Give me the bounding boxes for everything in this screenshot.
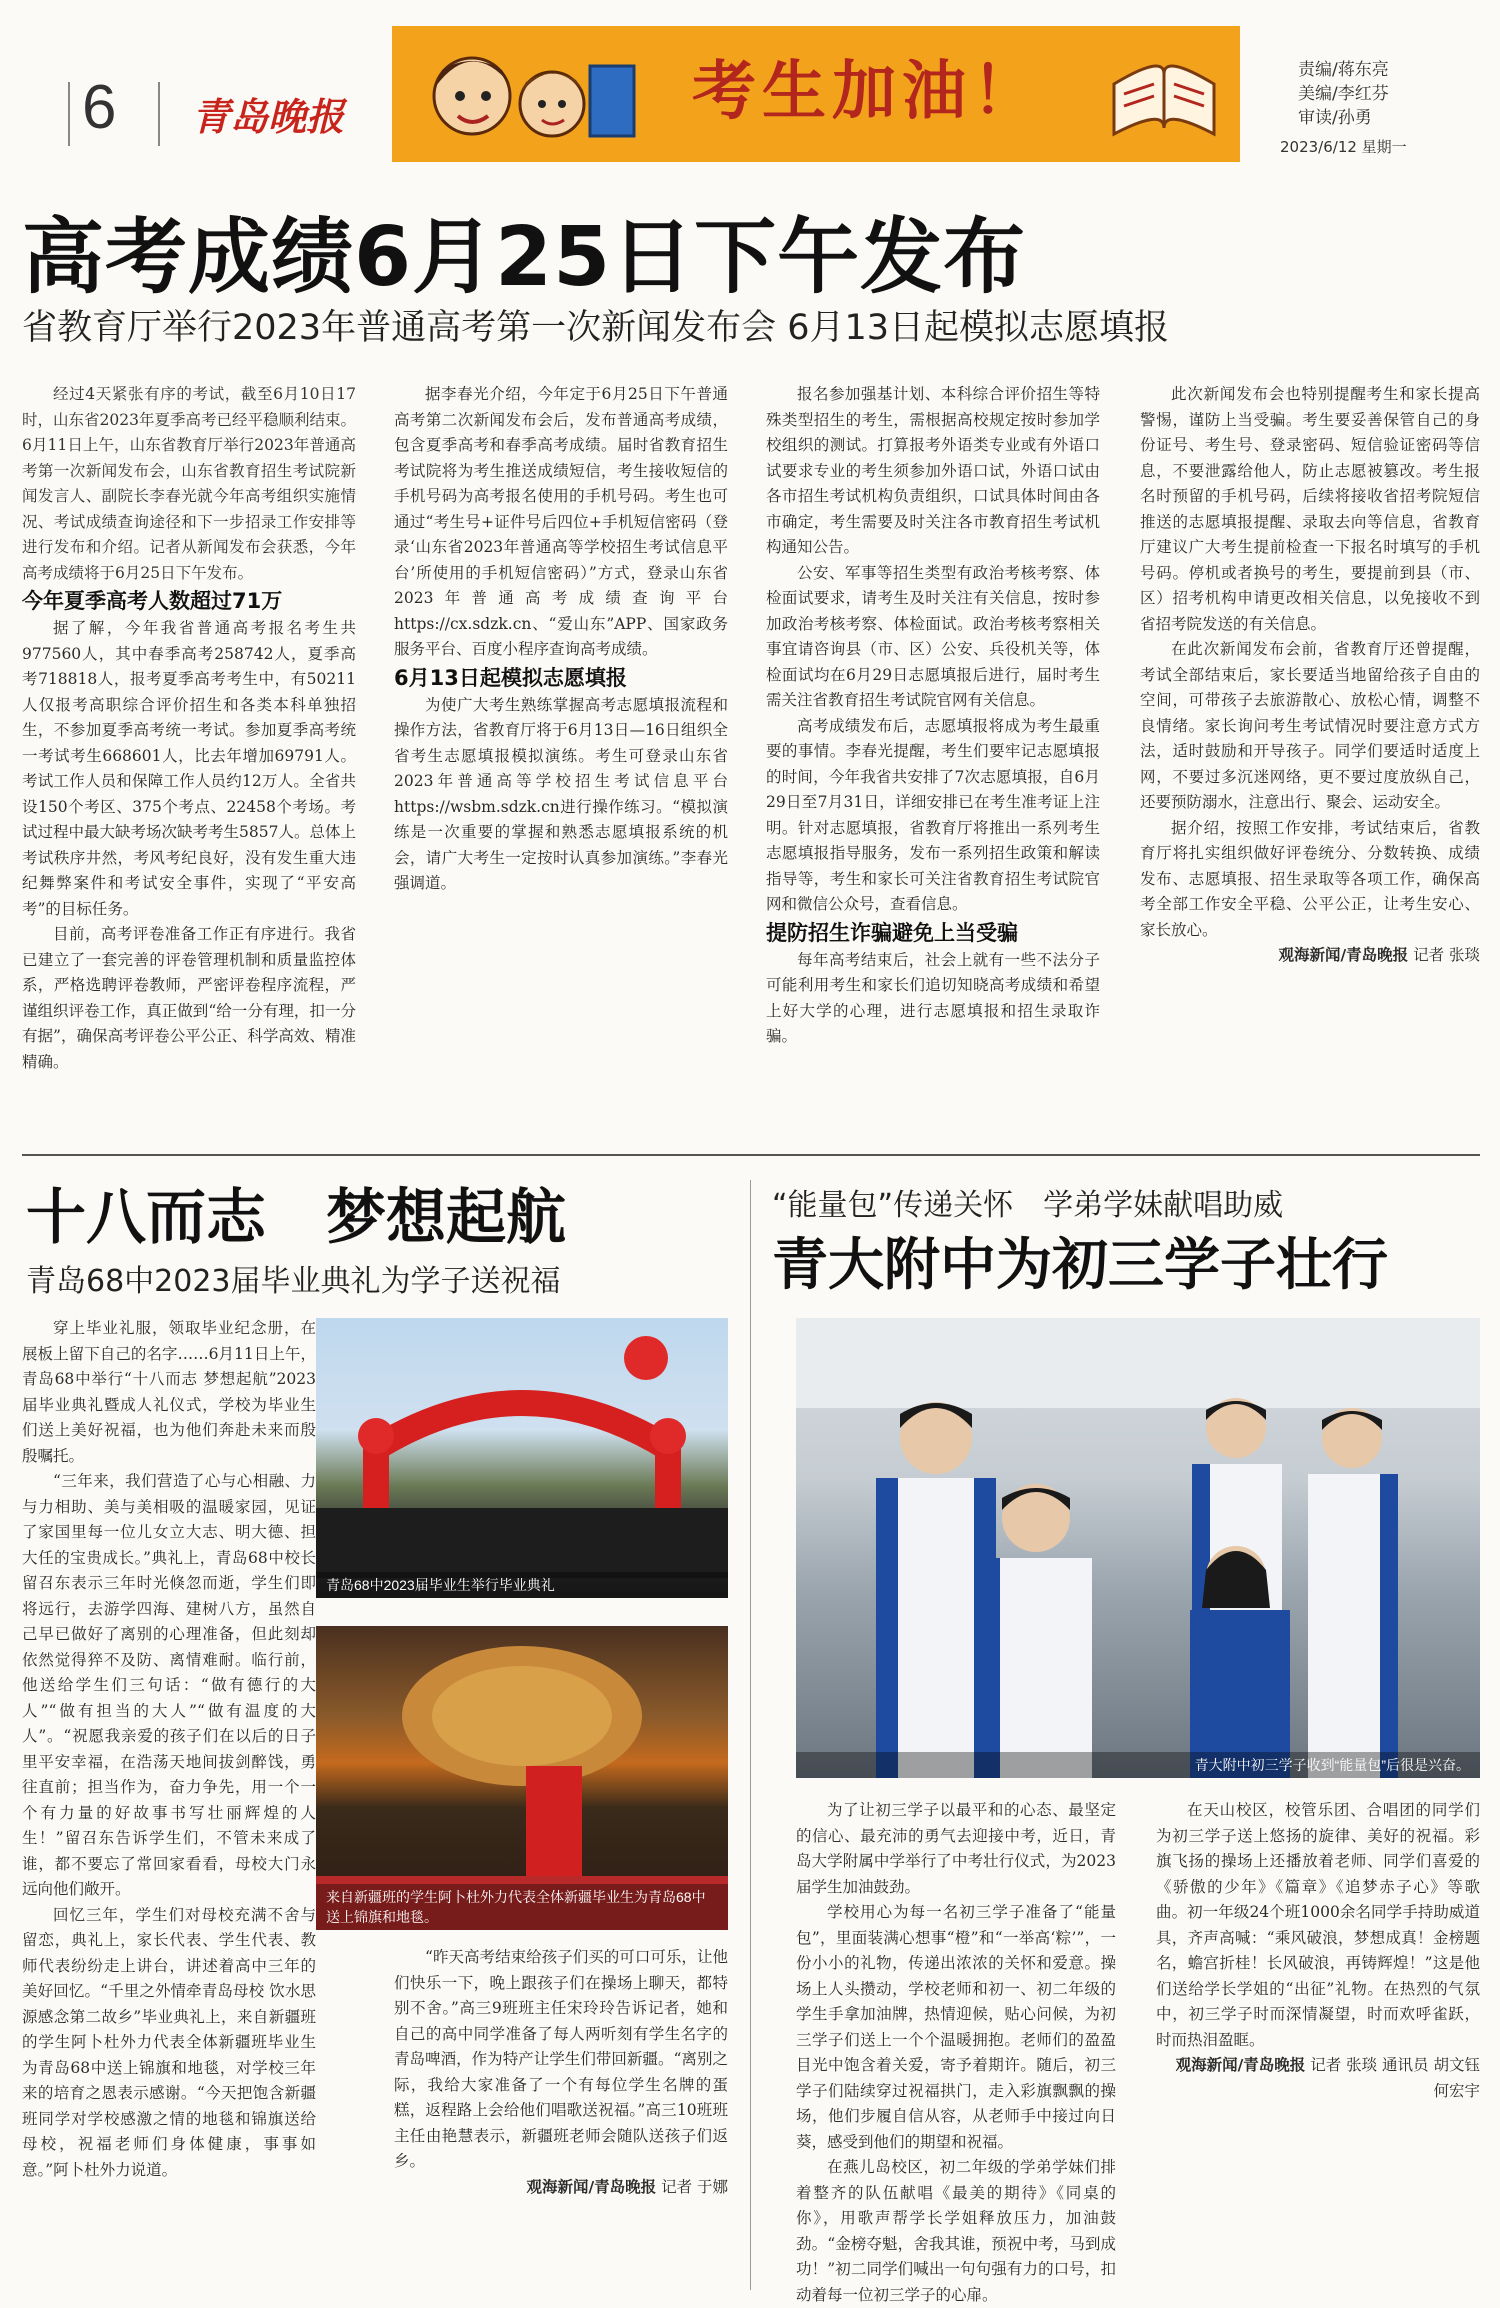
- banner-gift-photo-caption: 来自新疆班的学生阿卜杜外力代表全体新疆毕业生为青岛68中送上锦旗和地毯。: [316, 1884, 728, 1930]
- story3-col1: [796, 1798, 1116, 2304]
- story3-kicker: “能量包”传递关怀 学弟学妹献唱助威: [772, 1188, 1284, 1223]
- story1-credit-name: 记者 张琰: [1413, 946, 1480, 964]
- students-photo: [796, 1318, 1480, 1778]
- story1-col3: [766, 382, 1100, 1140]
- story1-para: 在此次新闻发布会前，省教育厅还曾提醒，考试全部结束后，家长要适当地留给孩子自由的空间，可带孩子去旅游散心、放松心情，调整不良情绪。家长询问考生考试情况时要注意方式方法，适时鼓励和开导孩子。同学们要适时适度上网，不要过多沉迷网络，更不要过度放纵自己，还要预防溺水，注意出行、聚会、运动安全。: [1140, 640, 1480, 811]
- story3-para: 在天山校区，校管乐团、合唱团的同学们为初三学子送上悠扬的旋律、美好的祝福。彩旗飞扬的操场上还播放着老师、同学们喜爱的《骄傲的少年》《篇章》《追梦赤子心》等歌曲。初一年级24个班1000余名同学手持助威道具，齐声高喊：“乘风破浪，梦想成真！金榜题名，蟾宫折桂！长风破浪，再铸辉煌！”这是他们送给学长学姐的“出征”礼物。在热烈的气氛中，初三学子时而深情凝望，时而欢呼雀跃，时而热泪盈眶。: [1156, 1801, 1480, 2049]
- story1-headline: 高考成绩6月25日下午发布: [22, 210, 1027, 305]
- story3-para: 为了让初三学子以最平和的心态、最坚定的信心、最充沛的勇气去迎接中考，近日，青岛大学附属中学举行了中考壮行仪式，为2023届学生加油鼓劲。: [796, 1801, 1116, 1896]
- story1-para: 据介绍，按照工作安排，考试结束后，省教育厅将扎实组织做好评卷统分、分数转换、成绩发布、志愿填报、招生录取等各项工作，确保高考全部工作安全平稳、公平公正，让考生安心、家长放心。: [1140, 818, 1480, 939]
- story3-para: 在燕儿岛校区，初二年级的学弟学妹们排着整齐的队伍献唱《最美的期待》《同桌的你》，用歌声帮学长学姐释放压力，加油鼓劲。“金榜夺魁，舍我其谁，预祝中考，马到成功！”初二同学们喊出一句句强有力的口号，扣动着每一位初三学子的心扉。: [796, 2158, 1116, 2304]
- banner: [392, 26, 1240, 162]
- story1-subhead-3: 提防招生诈骗避免上当受骗: [766, 920, 1018, 945]
- students-photo-caption: 青大附中初三学子收到“能量包”后很是兴奋。: [796, 1752, 1480, 1778]
- kids-illustration: [402, 26, 642, 162]
- story2-credit-org: 观海新闻/青岛晚报: [526, 2177, 657, 2196]
- story2-col2: [394, 1945, 728, 2288]
- story1-credit-org: 观海新闻/青岛晚报: [1278, 946, 1409, 964]
- book-icon: [1104, 44, 1224, 144]
- issue-date: 2023/6/12 星期一: [1280, 138, 1407, 156]
- story1-para: 目前，高考评卷准备工作正有序进行。我省已建立了一套完善的评卷管理机制和质量监控体系，严格选聘评卷教师，严密评卷程序流程，严谨组织评卷工作，真正做到“给一分有理，扣一分有据”，确保高考评卷公平公正、科学高效、精准精确。: [22, 925, 356, 1071]
- graduation-photo-caption: 青岛68中2023届毕业生举行毕业典礼: [316, 1572, 728, 1598]
- story1-col4: [1140, 382, 1480, 1140]
- story1-para: 报名参加强基计划、本科综合评价招生等特殊类型招生的考生，需根据高校规定按时参加学校组织的测试。打算报考外语类专业或有外语口试要求专业的考生须参加外语口试，外语口试由各市招生考试机构负责组织，口试具体时间由各市确定，考生需要及时关注各市教育招生考试机构通知公告。: [766, 385, 1100, 556]
- story3-credit-name: 记者 张琰 通讯员 胡文钰 何宏宇: [1310, 2056, 1480, 2100]
- story1-para: 据了解，今年我省普通高考报名考生共977560人，其中春季高考258742人，夏季高考718818人，报考夏季高考考生中，有50211人仅报考高职综合评价招生和各类本科单独招生，不参加夏季高考统一考试。参加夏季高考统一考试考生668601人，比去年增加69791人。考试工作人员和保障工作人员约12万人。全省共设150个考区、375个考点、22458个考场。考试过程中最大缺考场次缺考考生5857人。总体上考试秩序井然，考风考纪良好，没有发生重大违纪舞弊案件和考试安全事件，实现了“平安高考”的目标任务。: [22, 619, 356, 918]
- paper-logo: 青岛晚报: [192, 94, 345, 139]
- story1-para: 公安、军事等招生类型有政治考核考察、体检面试要求，请考生及时关注有关信息，按时参加政治考核考察、体检面试。政治考核考察相关事宜请咨询县（市、区）公安、兵役机关等，体检面试均在6月29日志愿填报后进行，届时考生需关注省教育招生考试院官网有关信息。: [766, 563, 1100, 709]
- story3-col2: [1156, 1798, 1480, 2288]
- story3-credit-org: 观海新闻/青岛晚报: [1175, 2056, 1306, 2074]
- banner-gift-photo: [316, 1626, 728, 1930]
- story2-para: “昨天高考结束给孩子们买的可口可乐，让他们快乐一下，晚上跟孩子们在操场上聊天，都特别不舍。”高三9班班主任宋玲玲告诉记者，她和自己的高中同学准备了每人两听刻有学生名字的青岛啤酒，作为特产让学生们带回新疆。“离别之际，我给大家准备了一个有每位学生名牌的蛋糕，返程路上会给他们唱歌送祝福。”高三10班班主任由艳慧表示，新疆班老师会随队送孩子们返乡。: [394, 1948, 728, 2170]
- story2-headline: 十八而志 梦想起航: [26, 1183, 566, 1253]
- story1-para: 每年高考结束后，社会上就有一些不法分子可能利用考生和家长们追切知晓高考成绩和希望上好大学的心理，进行志愿填报和招生录取诈骗。: [766, 950, 1100, 1045]
- review-credit: 审读/孙勇: [1298, 108, 1372, 128]
- story1-para: 据李春光介绍，今年定于6月25日下午普通高考第二次新闻发布会后，发布普通高考成绩，包含夏季高考和春季高考成绩。届时省教育招生考试院将为考生推送成绩短信，考生接收短信的手机号码为高考报名使用的手机号码。考生也可通过“考生号+证件号后四位+手机短信密码（登录‘山东省2023年普通高等学校招生考试信息平台’所使用的手机短信密码）”方式，登录山东省2023年普通高考成绩查询平台https://cx.sdzk.cn、“爱山东”APP、国家政务服务平台、百度小程序查询高考成绩。: [394, 385, 728, 658]
- story1-subhead: 省教育厅举行2023年普通高考第一次新闻发布会 6月13日起模拟志愿填报: [22, 308, 1170, 348]
- story1-para: 此次新闻发布会也特别提醒考生和家长提高警惕，谨防上当受骗。考生要妥善保管自己的身份证号、考生号、登录密码、短信验证密码等信息，不要泄露给他人，防止志愿被篡改。考生报名时预留的手机号码，后续将接收省招考院短信推送的志愿填报提醒、录取去向等信息，省教育厅建议广大考生提前检查一下报名时填写的手机号码。停机或者换号的考生，要提前到县（市、区）招考机构申请更改相关信息，以免接收不到省招考院发送的有关信息。: [1140, 385, 1480, 633]
- story1-col1: [22, 382, 356, 1140]
- story1-subhead-2: 6月13日起模拟志愿填报: [394, 665, 627, 690]
- story3-para: 学校用心为每一名初三学子准备了“能量包”，里面装满心想事“橙”和“一举高‘粽’”，一份小小的礼物，传递出浓浓的关怀和爱意。操场上人头攒动，学校老师和初一、初二年级的学生手拿加油牌，热情迎候，贴心问候，为初三学子们送上一个个温暖拥抱。老师们的盈盈目光中饱含着关爱，寄予着期许。随后，初三学子们陆续穿过祝福拱门，走入彩旗飘飘的操场，他们步履自信从容，从老师手中接过向日葵，感受到他们的期望和祝福。: [796, 1903, 1116, 2151]
- story2-para: 穿上毕业礼服，领取毕业纪念册，在展板上留下自己的名字……6月11日上午，青岛68中举行“十八而志 梦想起航”2023届毕业典礼暨成人礼仪式，学校为毕业生们送上美好祝福，也为他们奔赴未来而殷殷嘱托。: [22, 1319, 316, 1465]
- story1-col2: [394, 382, 728, 1140]
- graduation-photo: [316, 1318, 728, 1598]
- story2-col1: [22, 1316, 316, 2288]
- story1-subhead-1: 今年夏季高考人数超过71万: [22, 589, 283, 613]
- story1-para: 为使广大考生熟练掌握高考志愿填报流程和操作方法，省教育厅将于6月13日—16日组织全省考生志愿填报模拟演练。考生可登录山东省2023年普通高等学校招生考试信息平台https://wsbm.sdzk.cn进行操作练习。“模拟演练是一次重要的掌握和熟悉志愿填报系统的机会，请广大考生一定按时认真参加演练。”李春光强调道。: [394, 695, 728, 892]
- story2-para: 回忆三年，学生们对母校充满不舍与留恋，典礼上，家长代表、学生代表、教师代表纷纷走上讲台，讲述着高中三年的美好回忆。“千里之外情牵青岛母校 饮水思源感念第二故乡”毕业典礼上，来自新疆班的学生阿卜杜外力代表全体新疆班毕业生为青岛68中送上锦旗和地毯，对学校三年来的培育之恩表示感谢。“今天把饱含新疆班同学对学校感激之情的地毯和锦旗送给母校，祝福老师们身体健康，事事如意。”阿卜杜外力说道。: [22, 1905, 316, 2179]
- story1-para: 高考成绩发布后，志愿填报将成为考生最重要的事情。李春光提醒，考生们要牢记志愿填报的时间，今年我省共安排了7次志愿填报，自6月29日至7月31日，详细安排已在考生准考证上注明。针对志愿填报，省教育厅将推出一系列考生志愿填报指导服务，发布一系列招生政策和解读指导等，考生和家长可关注省教育招生考试院官网和微信公众号，查看信息。: [766, 716, 1100, 913]
- page-number: 6: [82, 73, 117, 142]
- story2-para: “三年来，我们营造了心与心相融、力与力相助、美与美相吸的温暖家园，见证了家国里每一位儿女立大志、明大德、担大任的宝贵成长。”典礼上，青岛68中校长留召东表示三年时光倏忽而逝，学生们即将远行，去游学四海、建树八方，虽然自己早已做好了离别的心理准备，但此刻却依然觉得猝不及防、离情难耐。临行前，他送给学生们三句话：“做有德行的大人”“做有担当的大人”“做有温度的大人”。“祝愿我亲爱的孩子们在以后的日子里平安幸福，在浩荡天地间拔剑醉饯，勇往直前；担当作为，奋力争先，用一个一个有力量的好故事书写壮丽辉煌的人生！”留召东告诉学生们，不管未来成了谁，都不要忘了常回家看看，母校大门永远向他们敞开。: [22, 1472, 316, 1898]
- story2-credit-name: 记者 于娜: [661, 2177, 728, 2196]
- story1-lead: 经过4天紧张有序的考试，截至6月10日17时，山东省2023年夏季高考已经平稳顺利结束。6月11日上午，山东省教育厅举行2023年普通高考第一次新闻发布会，山东省教育招生考试院新闻发言人、副院长李春光就今年高考组织实施情况、考试成绩查询途径和下一步招录工作安排等进行发布和介绍。记者从新闻发布会获悉，今年高考成绩将于6月25日下午发布。: [22, 385, 356, 582]
- story3-headline: 青大附中为初三学子壮行: [772, 1233, 1388, 1298]
- story2-subhead: 青岛68中2023届毕业典礼为学子送祝福: [26, 1264, 561, 1299]
- banner-text: 考生加油！: [692, 54, 1042, 129]
- art-credit: 美编/李红芬: [1298, 84, 1389, 104]
- editor-credit: 责编/蒋东亮: [1298, 60, 1389, 80]
